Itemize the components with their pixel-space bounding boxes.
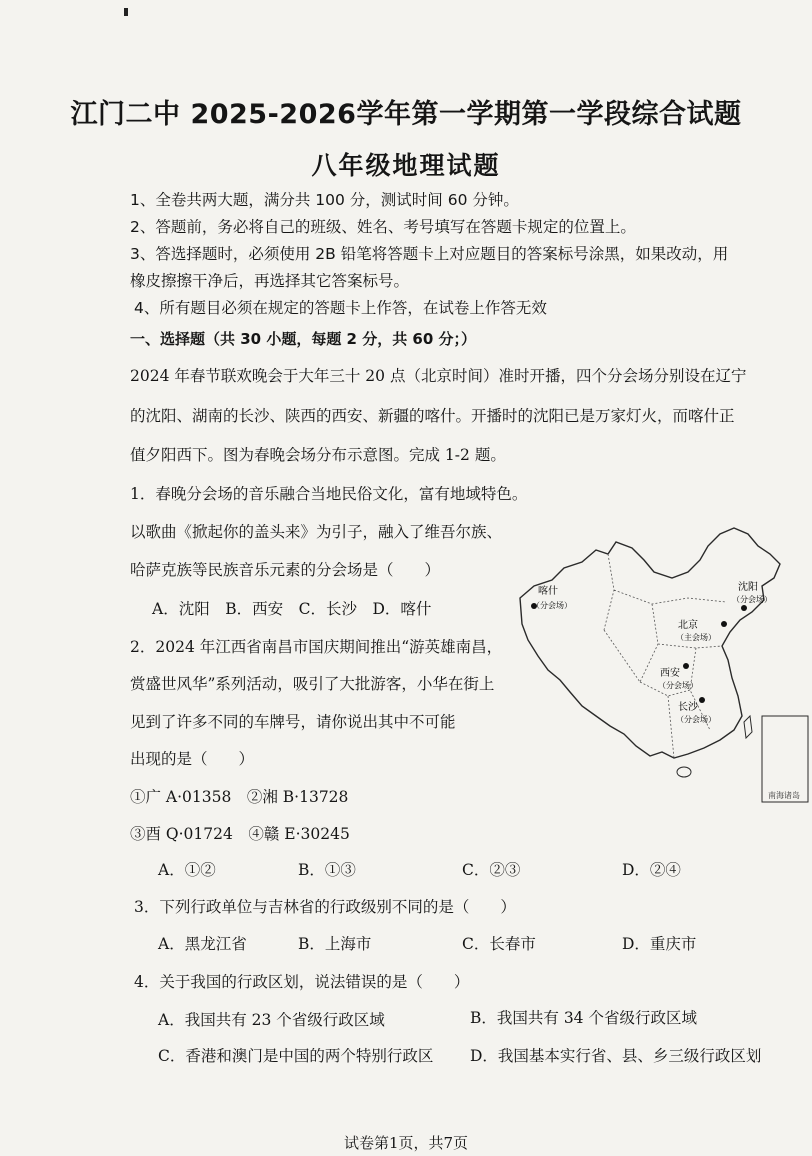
q2-option-c: C．②③ bbox=[462, 861, 521, 879]
hainan-island bbox=[677, 767, 691, 777]
instruction-2: 2、答题前，务必将自己的班级、姓名、考号填写在答题卡规定的位置上。 bbox=[130, 218, 636, 236]
passage-line-3: 值夕阳西下。图为春晚会场分布示意图。完成 1-2 题。 bbox=[130, 446, 506, 464]
beijing-sub: （主会场） bbox=[676, 633, 716, 642]
exam-title: 江门二中 2025-2026学年第一学期第一学段综合试题 bbox=[70, 99, 742, 130]
q1-stem-2: 以歌曲《掀起你的盖头来》为引子，融入了维吾尔族、 bbox=[130, 523, 503, 541]
q4-option-a: A．我国共有 23 个省级行政区域 bbox=[158, 1011, 385, 1029]
q2-option-b: B．①③ bbox=[298, 861, 356, 879]
changsha-marker bbox=[699, 697, 705, 703]
instruction-3: 3、答选择题时，必须使用 2B 铅笔将答题卡上对应题目的答案标号涂黑，如果改动，用 bbox=[130, 245, 729, 263]
q2-plates-1: ①广 A·01358 ②湘 B·13728 bbox=[130, 788, 349, 806]
taiwan-island bbox=[744, 716, 752, 738]
q2-option-a: A．①② bbox=[158, 861, 216, 879]
q1-stem-3: 哈萨克族等民族音乐元素的分会场是（ ） bbox=[130, 561, 441, 579]
shenyang-sub: （分会场） bbox=[732, 595, 772, 604]
instruction-3-cont: 橡皮擦擦干净后，再选择其它答案标号。 bbox=[130, 272, 410, 290]
q3-option-c: C．长春市 bbox=[462, 935, 536, 953]
china-venue-map bbox=[512, 520, 812, 810]
passage-line-2: 的沈阳、湖南的长沙、陕西的西安、新疆的喀什。开播时的沈阳已是万家灯火，而喀什正 bbox=[130, 407, 735, 425]
changsha-label: 长沙 bbox=[678, 702, 698, 713]
beijing-label: 北京 bbox=[678, 620, 698, 631]
china-outline bbox=[520, 528, 780, 758]
q2-stem-1: 2．2024 年江西省南昌市国庆期间推出“游英雄南昌， bbox=[130, 638, 503, 656]
shenyang-label: 沈阳 bbox=[738, 582, 758, 593]
kashgar-label: 喀什 bbox=[538, 586, 558, 597]
province-lines bbox=[604, 554, 726, 758]
q2-stem-3: 见到了许多不同的车牌号，请你说出其中不可能 bbox=[130, 713, 456, 731]
passage-line-1: 2024 年春节联欢晚会于大年三十 20 点（北京时间）准时开播，四个分会场分别设在辽宁 bbox=[130, 367, 747, 385]
south-sea-inset bbox=[762, 716, 808, 802]
q2-stem-4: 出现的是（ ） bbox=[130, 750, 255, 768]
q1-stem-1: 1．春晚分会场的音乐融合当地民俗文化，富有地域特色。 bbox=[130, 485, 528, 503]
section-heading: 一、选择题（共 30 小题，每题 2 分，共 60 分；） bbox=[130, 330, 477, 348]
beijing-marker bbox=[721, 621, 727, 627]
q3-option-a: A．黑龙江省 bbox=[158, 935, 247, 953]
q2-stem-2: 赏盛世风华”系列活动，吸引了大批游客，小华在街上 bbox=[130, 675, 495, 693]
exam-subtitle: 八年级地理试题 bbox=[311, 151, 501, 180]
q3-stem: 3．下列行政单位与吉林省的行政级别不同的是（ ） bbox=[134, 898, 516, 916]
q2-option-d: D．②④ bbox=[622, 861, 681, 879]
q4-option-b: B．我国共有 34 个省级行政区域 bbox=[470, 1009, 697, 1027]
shenyang-marker bbox=[741, 605, 747, 611]
changsha-sub: （分会场） bbox=[676, 715, 716, 724]
xian-sub: （分会场） bbox=[658, 681, 698, 690]
page-footer: 试卷第1页，共7页 bbox=[343, 1134, 469, 1152]
xian-marker bbox=[683, 663, 689, 669]
q3-option-b: B．上海市 bbox=[298, 935, 372, 953]
kashgar-sub: （分会场） bbox=[532, 601, 572, 610]
q1-options: A．沈阳 B．西安 C．长沙 D．喀什 bbox=[152, 600, 432, 618]
q2-plates-2: ③酉 Q·01724 ④赣 E·30245 bbox=[130, 825, 350, 843]
xian-label: 西安 bbox=[660, 668, 680, 679]
instruction-4: 4、所有题目必须在规定的答题卡上作答，在试卷上作答无效 bbox=[134, 299, 547, 317]
instruction-1: 1、全卷共两大题，满分共 100 分，测试时间 60 分钟。 bbox=[130, 191, 519, 209]
q4-option-c: C．香港和澳门是中国的两个特别行政区 bbox=[158, 1047, 434, 1065]
scan-speck bbox=[124, 8, 128, 16]
q4-option-d: D．我国基本实行省、县、乡三级行政区划 bbox=[470, 1047, 762, 1065]
inset-label: 南海诸岛 bbox=[768, 791, 800, 800]
q3-option-d: D．重庆市 bbox=[622, 935, 697, 953]
q4-stem: 4．关于我国的行政区划，说法错误的是（ ） bbox=[134, 973, 470, 991]
